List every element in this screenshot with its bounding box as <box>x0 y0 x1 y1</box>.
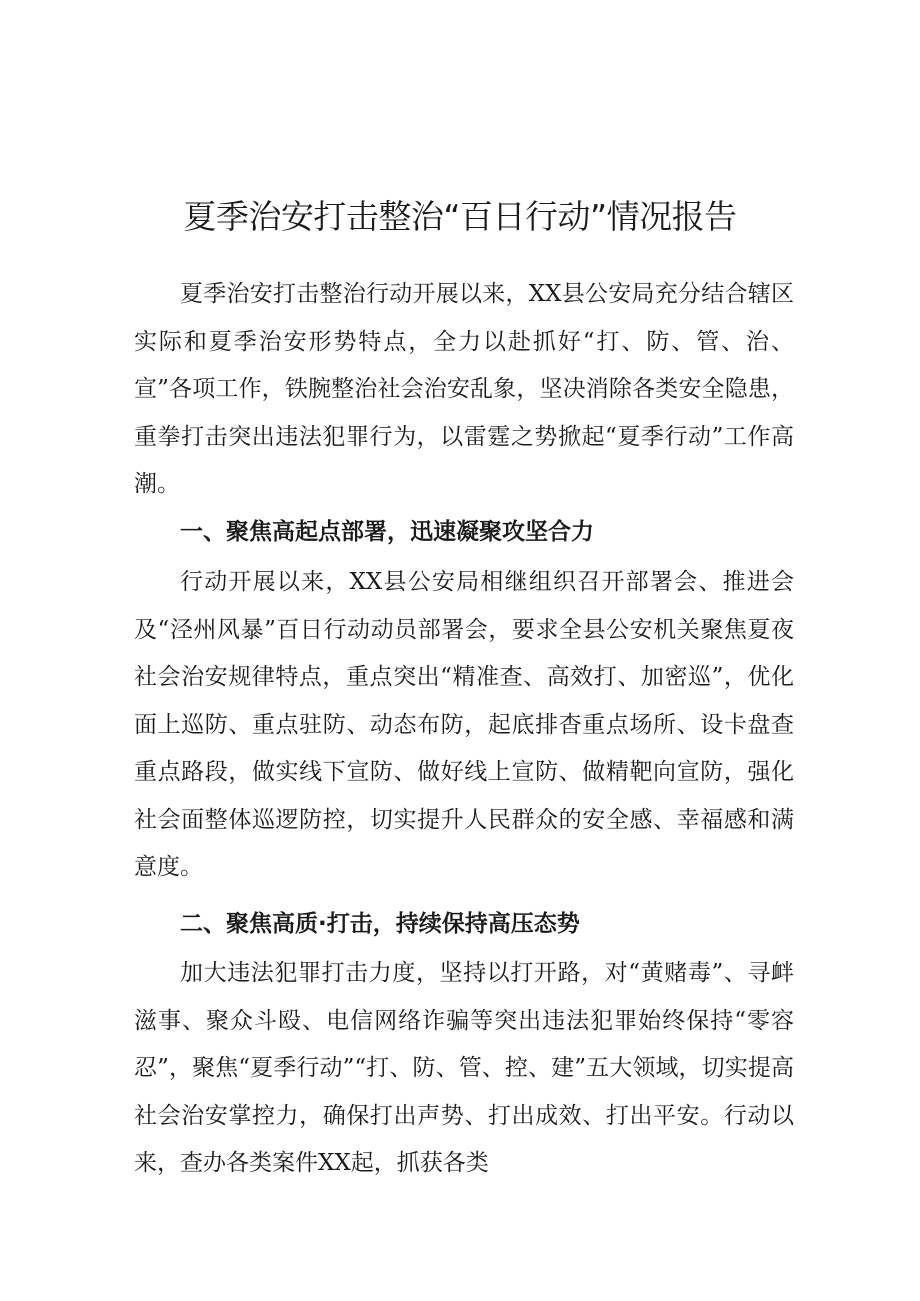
section-2-paragraph: 加大违法犯罪打击力度，坚持以打开路，对“黄赌毒”、寻衅滋事、聚众斗殴、电信网络诈骗等突出违法犯罪始终保持“零容忍”，聚焦“夏季行动”“打、防、管、控、建”五大领域，切实提高社会治安掌控力，确保打出声势、打出成效、打出平安。行动以来，查办各类案件XX起，抓获各类 <box>134 960 794 1176</box>
section-1-heading: 一、聚焦高起点部署，迅速凝聚攻坚合力 <box>180 519 594 545</box>
section-1-paragraph: 行动开展以来，XX县公安局相继组织召开部署会、推进会及“泾州风暴”百日行动动员部署会，要求全县公安机关聚焦夏夜社会治安规律特点，重点突出“精准查、高效打、加密巡”，优化面上巡防、重点驻防、动态布防，起底排杳重点场所、设卡盘查重点路段，做实线下宣防、做好线上宣防、做精靶向宣防，强化社会面整体巡逻防控，切实提升人民群众的安全感、幸福感和满意度。 <box>134 569 794 880</box>
document-title: 夏季治安打击整治“百日行动”情况报告 <box>183 197 737 237</box>
section-2-heading: 二、聚焦高质·打击，持续保持高压态势 <box>180 911 580 937</box>
intro-paragraph: 夏季治安打击整治行动开展以来，XX县公安局充分结合辖区实际和夏季治安形势特点，全力以赴抓好“打、防、管、治、宣”各项工作，铁腕整治社会治安乱象，坚决消除各类安全隐患，重拳打击突出违法犯罪行为，以雷霆之势掀起“夏季行动”工作高潮。 <box>134 281 794 497</box>
